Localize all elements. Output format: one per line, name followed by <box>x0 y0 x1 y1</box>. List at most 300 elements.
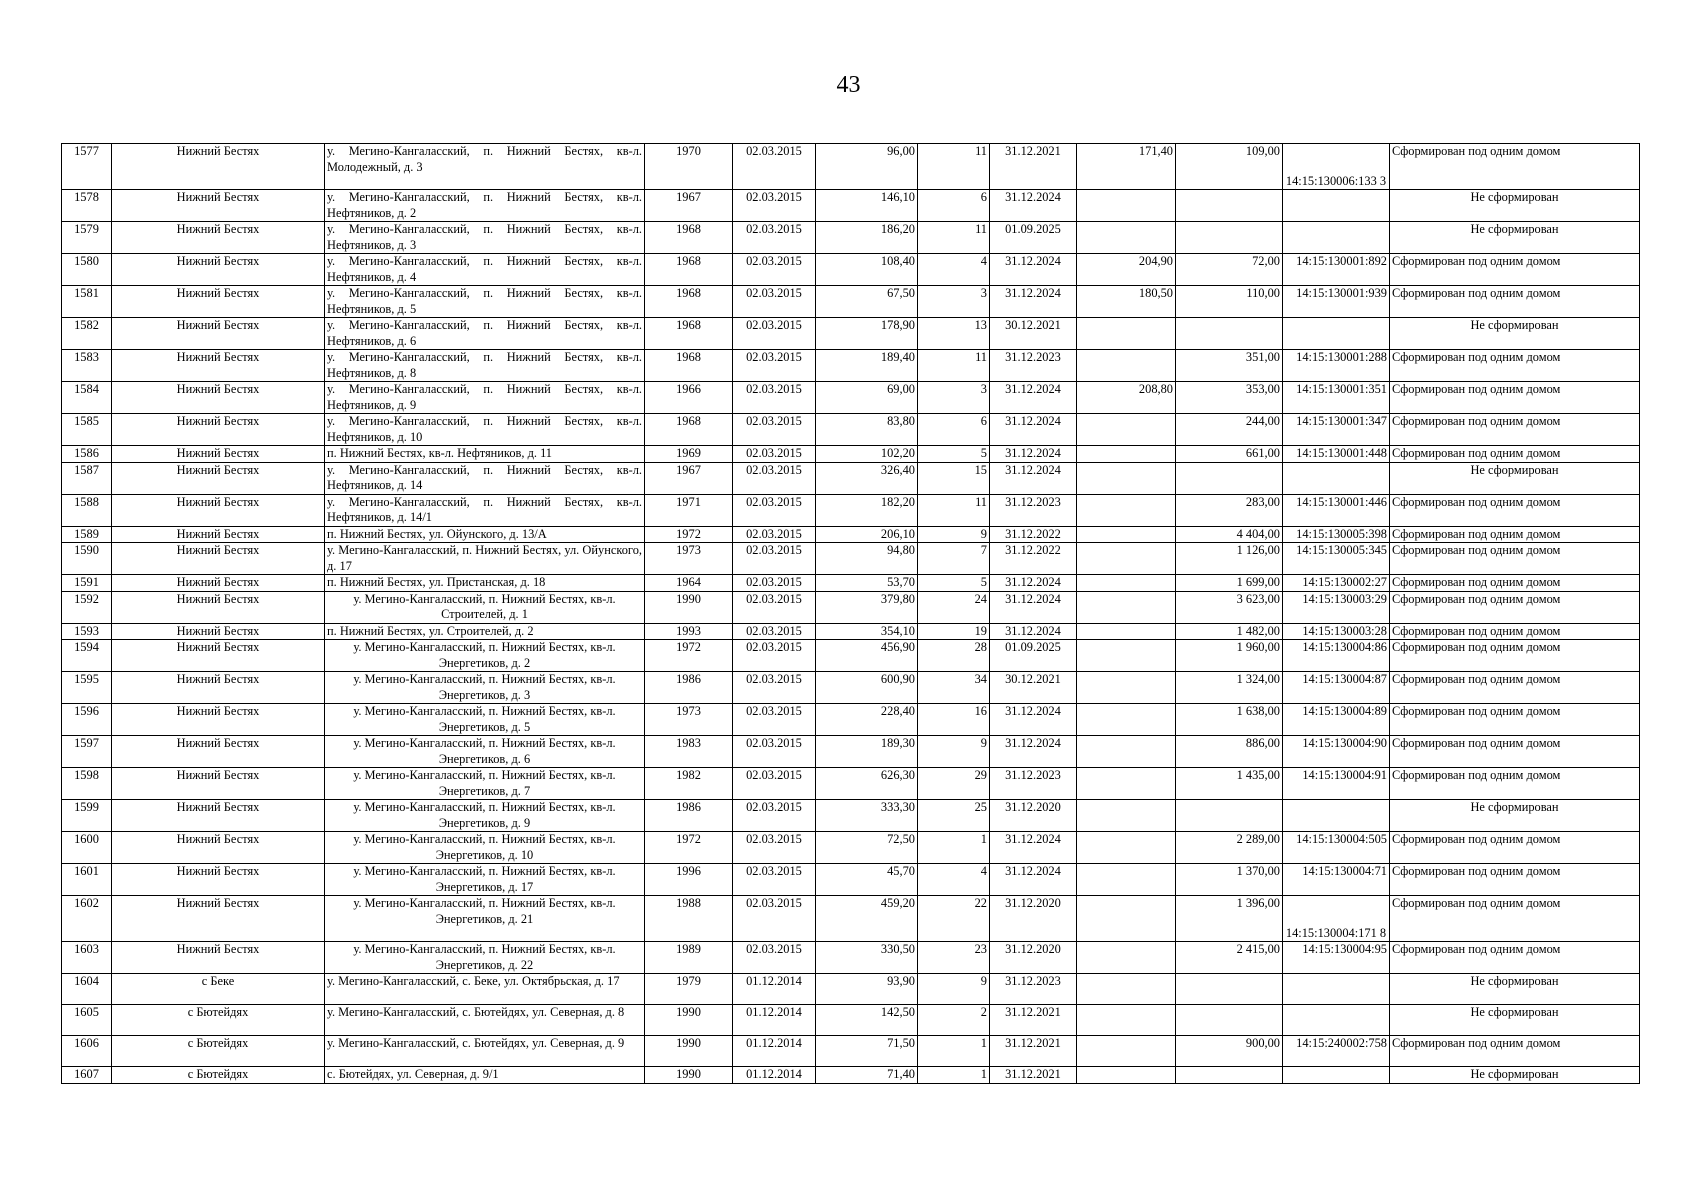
deadline-cell: 01.09.2025 <box>990 222 1077 254</box>
table-row <box>62 144 1640 190</box>
value-1-cell <box>1077 543 1176 575</box>
value-2-cell: 1 960,00 <box>1176 640 1283 672</box>
deadline-cell: 31.12.2024 <box>990 462 1077 494</box>
address-cell: у. Мегино-Кангаласский, п. Нижний Бестях, кв-л. Нефтяников, д. 4 <box>325 254 645 286</box>
cadastral-number-cell <box>1283 318 1390 350</box>
locality-cell: Нижний Бестях <box>112 640 325 672</box>
value-2-cell: 351,00 <box>1176 350 1283 382</box>
value-1-cell <box>1077 575 1176 592</box>
value-1-cell <box>1077 318 1176 350</box>
area-cell: 93,90 <box>816 974 918 1005</box>
row-number-cell: 1601 <box>62 864 112 896</box>
inclusion-date-cell: 01.12.2014 <box>733 1036 816 1067</box>
cadastral-number-cell: 14:15:240002:758 <box>1283 1036 1390 1067</box>
row-number-cell: 1587 <box>62 462 112 494</box>
row-number-cell: 1600 <box>62 832 112 864</box>
address-cell: п. Нижний Бестях, ул. Пристанская, д. 18 <box>325 575 645 592</box>
value-2-cell: 2 415,00 <box>1176 942 1283 974</box>
inclusion-date-cell: 02.03.2015 <box>733 526 816 543</box>
address-cell: п. Нижний Бестях, кв-л. Нефтяников, д. 11 <box>325 446 645 463</box>
area-cell: 182,20 <box>816 494 918 526</box>
area-cell: 96,00 <box>816 144 918 190</box>
locality-cell: Нижний Бестях <box>112 526 325 543</box>
year-built-cell: 1986 <box>645 672 733 704</box>
address-cell: с. Бютейдях, ул. Северная, д. 9/1 <box>325 1067 645 1084</box>
land-plot-status-cell: Сформирован под одним домом <box>1390 286 1640 318</box>
year-built-cell: 1970 <box>645 144 733 190</box>
inclusion-date-cell: 02.03.2015 <box>733 286 816 318</box>
year-built-cell: 1966 <box>645 382 733 414</box>
area-cell: 379,80 <box>816 591 918 623</box>
address-cell: у. Мегино-Кангаласский, п. Нижний Бестях, кв-л. Энергетиков, д. 2 <box>325 640 645 672</box>
cadastral-number-cell: 14:15:130004:86 <box>1283 640 1390 672</box>
value-2-cell: 283,00 <box>1176 494 1283 526</box>
address-cell: у. Мегино-Кангаласский, п. Нижний Бестях, ул. Ойунского, д. 17 <box>325 543 645 575</box>
row-number-cell: 1577 <box>62 144 112 190</box>
locality-cell: Нижний Бестях <box>112 222 325 254</box>
value-2-cell <box>1176 800 1283 832</box>
inclusion-date-cell: 02.03.2015 <box>733 494 816 526</box>
value-1-cell <box>1077 736 1176 768</box>
locality-cell: Нижний Бестях <box>112 254 325 286</box>
address-cell: у. Мегино-Кангаласский, п. Нижний Бестях, кв-л. Нефтяников, д. 3 <box>325 222 645 254</box>
locality-cell: с Бютейдях <box>112 1067 325 1084</box>
area-cell: 600,90 <box>816 672 918 704</box>
value-1-cell <box>1077 704 1176 736</box>
deadline-cell: 31.12.2024 <box>990 446 1077 463</box>
year-built-cell: 1968 <box>645 222 733 254</box>
deadline-cell: 31.12.2022 <box>990 543 1077 575</box>
count-cell: 16 <box>918 704 990 736</box>
count-cell: 5 <box>918 575 990 592</box>
value-2-cell: 110,00 <box>1176 286 1283 318</box>
deadline-cell: 31.12.2024 <box>990 382 1077 414</box>
area-cell: 69,00 <box>816 382 918 414</box>
address-cell: у. Мегино-Кангаласский, п. Нижний Бестях, кв-л. Энергетиков, д. 21 <box>325 896 645 942</box>
address-cell: у. Мегино-Кангаласский, п. Нижний Бестях, кв-л. Молодежный, д. 3 <box>325 144 645 190</box>
table-row <box>62 543 1640 575</box>
area-cell: 456,90 <box>816 640 918 672</box>
deadline-cell: 31.12.2024 <box>990 414 1077 446</box>
land-plot-status-cell: Сформирован под одним домом <box>1390 591 1640 623</box>
inclusion-date-cell: 02.03.2015 <box>733 640 816 672</box>
value-2-cell <box>1176 1067 1283 1084</box>
row-number-cell: 1585 <box>62 414 112 446</box>
inclusion-date-cell: 02.03.2015 <box>733 591 816 623</box>
row-number-cell: 1588 <box>62 494 112 526</box>
deadline-cell: 31.12.2020 <box>990 800 1077 832</box>
value-2-cell: 886,00 <box>1176 736 1283 768</box>
deadline-cell: 30.12.2021 <box>990 318 1077 350</box>
locality-cell: Нижний Бестях <box>112 494 325 526</box>
count-cell: 1 <box>918 832 990 864</box>
area-cell: 94,80 <box>816 543 918 575</box>
deadline-cell: 31.12.2023 <box>990 974 1077 1005</box>
count-cell: 19 <box>918 623 990 640</box>
land-plot-status-cell: Сформирован под одним домом <box>1390 382 1640 414</box>
inclusion-date-cell: 02.03.2015 <box>733 575 816 592</box>
deadline-cell: 31.12.2021 <box>990 1036 1077 1067</box>
locality-cell: Нижний Бестях <box>112 575 325 592</box>
cadastral-number-cell: 14:15:130001:448 <box>1283 446 1390 463</box>
area-cell: 67,50 <box>816 286 918 318</box>
row-number-cell: 1583 <box>62 350 112 382</box>
locality-cell: Нижний Бестях <box>112 350 325 382</box>
value-1-cell <box>1077 1036 1176 1067</box>
cadastral-number-cell <box>1283 1067 1390 1084</box>
land-plot-status-cell: Не сформирован <box>1390 318 1640 350</box>
land-plot-status-cell: Сформирован под одним домом <box>1390 414 1640 446</box>
locality-cell: Нижний Бестях <box>112 144 325 190</box>
deadline-cell: 31.12.2024 <box>990 704 1077 736</box>
area-cell: 333,30 <box>816 800 918 832</box>
deadline-cell: 31.12.2021 <box>990 1067 1077 1084</box>
count-cell: 24 <box>918 591 990 623</box>
count-cell: 25 <box>918 800 990 832</box>
page-number: 43 <box>836 72 861 98</box>
value-2-cell: 244,00 <box>1176 414 1283 446</box>
row-number-cell: 1589 <box>62 526 112 543</box>
land-plot-status-cell: Не сформирован <box>1390 1067 1640 1084</box>
year-built-cell: 1968 <box>645 286 733 318</box>
count-cell: 7 <box>918 543 990 575</box>
count-cell: 1 <box>918 1036 990 1067</box>
value-2-cell: 1 482,00 <box>1176 623 1283 640</box>
year-built-cell: 1990 <box>645 1036 733 1067</box>
locality-cell: Нижний Бестях <box>112 462 325 494</box>
count-cell: 9 <box>918 974 990 1005</box>
cadastral-number-cell: 14:15:130001:939 <box>1283 286 1390 318</box>
area-cell: 71,50 <box>816 1036 918 1067</box>
year-built-cell: 1969 <box>645 446 733 463</box>
locality-cell: Нижний Бестях <box>112 896 325 942</box>
year-built-cell: 1968 <box>645 254 733 286</box>
inclusion-date-cell: 02.03.2015 <box>733 414 816 446</box>
inclusion-date-cell: 02.03.2015 <box>733 623 816 640</box>
year-built-cell: 1964 <box>645 575 733 592</box>
row-number-cell: 1603 <box>62 942 112 974</box>
row-number-cell: 1592 <box>62 591 112 623</box>
locality-cell: Нижний Бестях <box>112 446 325 463</box>
value-1-cell <box>1077 800 1176 832</box>
year-built-cell: 1973 <box>645 543 733 575</box>
inclusion-date-cell: 02.03.2015 <box>733 190 816 222</box>
locality-cell: Нижний Бестях <box>112 864 325 896</box>
count-cell: 15 <box>918 462 990 494</box>
deadline-cell: 31.12.2024 <box>990 832 1077 864</box>
deadline-cell: 31.12.2024 <box>990 254 1077 286</box>
count-cell: 6 <box>918 414 990 446</box>
deadline-cell: 31.12.2024 <box>990 736 1077 768</box>
inclusion-date-cell: 02.03.2015 <box>733 222 816 254</box>
area-cell: 83,80 <box>816 414 918 446</box>
table-row <box>62 1036 1640 1067</box>
value-2-cell: 1 638,00 <box>1176 704 1283 736</box>
locality-cell: Нижний Бестях <box>112 286 325 318</box>
area-cell: 146,10 <box>816 190 918 222</box>
inclusion-date-cell: 02.03.2015 <box>733 318 816 350</box>
count-cell: 13 <box>918 318 990 350</box>
cadastral-number-cell: 14:15:130004:505 <box>1283 832 1390 864</box>
year-built-cell: 1979 <box>645 974 733 1005</box>
address-cell: у. Мегино-Кангаласский, п. Нижний Бестях, кв-л. Нефтяников, д. 8 <box>325 350 645 382</box>
cadastral-number-cell: 14:15:130003:28 <box>1283 623 1390 640</box>
area-cell: 178,90 <box>816 318 918 350</box>
locality-cell: Нижний Бестях <box>112 623 325 640</box>
land-plot-status-cell: Сформирован под одним домом <box>1390 623 1640 640</box>
locality-cell: Нижний Бестях <box>112 318 325 350</box>
row-number-cell: 1605 <box>62 1005 112 1036</box>
locality-cell: с Бютейдях <box>112 1005 325 1036</box>
deadline-cell: 31.12.2021 <box>990 1005 1077 1036</box>
area-cell: 108,40 <box>816 254 918 286</box>
year-built-cell: 1967 <box>645 462 733 494</box>
inclusion-date-cell: 02.03.2015 <box>733 864 816 896</box>
count-cell: 3 <box>918 286 990 318</box>
value-1-cell <box>1077 1067 1176 1084</box>
value-2-cell: 900,00 <box>1176 1036 1283 1067</box>
address-cell: у. Мегино-Кангаласский, п. Нижний Бестях, кв-л. Энергетиков, д. 7 <box>325 768 645 800</box>
deadline-cell: 31.12.2020 <box>990 896 1077 942</box>
address-cell: у. Мегино-Кангаласский, с. Беке, ул. Октябрьская, д. 17 <box>325 974 645 1005</box>
value-2-cell: 1 396,00 <box>1176 896 1283 942</box>
inclusion-date-cell: 02.03.2015 <box>733 543 816 575</box>
cadastral-number-cell: 14:15:130001:351 <box>1283 382 1390 414</box>
count-cell: 1 <box>918 1067 990 1084</box>
address-cell: у. Мегино-Кангаласский, п. Нижний Бестях, кв-л. Энергетиков, д. 22 <box>325 942 645 974</box>
table-row <box>62 286 1640 318</box>
value-2-cell: 3 623,00 <box>1176 591 1283 623</box>
deadline-cell: 31.12.2023 <box>990 350 1077 382</box>
value-2-cell: 1 435,00 <box>1176 768 1283 800</box>
table-row <box>62 1067 1640 1084</box>
value-1-cell: 204,90 <box>1077 254 1176 286</box>
table-row <box>62 382 1640 414</box>
land-plot-status-cell: Не сформирован <box>1390 800 1640 832</box>
land-plot-status-cell: Сформирован под одним домом <box>1390 575 1640 592</box>
value-1-cell <box>1077 414 1176 446</box>
value-1-cell <box>1077 222 1176 254</box>
year-built-cell: 1990 <box>645 1005 733 1036</box>
address-cell: у. Мегино-Кангаласский, с. Бютейдях, ул. Северная, д. 9 <box>325 1036 645 1067</box>
count-cell: 23 <box>918 942 990 974</box>
value-2-cell <box>1176 222 1283 254</box>
count-cell: 34 <box>918 672 990 704</box>
address-cell: у. Мегино-Кангаласский, п. Нижний Бестях, кв-л. Строителей, д. 1 <box>325 591 645 623</box>
address-cell: у. Мегино-Кангаласский, с. Бютейдях, ул. Северная, д. 8 <box>325 1005 645 1036</box>
year-built-cell: 1988 <box>645 896 733 942</box>
value-1-cell <box>1077 462 1176 494</box>
year-built-cell: 1968 <box>645 414 733 446</box>
locality-cell: Нижний Бестях <box>112 382 325 414</box>
inclusion-date-cell: 02.03.2015 <box>733 446 816 463</box>
value-1-cell <box>1077 832 1176 864</box>
land-plot-status-cell: Сформирован под одним домом <box>1390 864 1640 896</box>
count-cell: 11 <box>918 494 990 526</box>
area-cell: 71,40 <box>816 1067 918 1084</box>
count-cell: 11 <box>918 144 990 190</box>
table-row <box>62 974 1640 1005</box>
land-plot-status-cell: Сформирован под одним домом <box>1390 350 1640 382</box>
value-2-cell: 72,00 <box>1176 254 1283 286</box>
address-cell: у. Мегино-Кангаласский, п. Нижний Бестях, кв-л. Нефтяников, д. 14/1 <box>325 494 645 526</box>
land-plot-status-cell: Сформирован под одним домом <box>1390 768 1640 800</box>
table-row <box>62 736 1640 768</box>
locality-cell: Нижний Бестях <box>112 942 325 974</box>
row-number-cell: 1596 <box>62 704 112 736</box>
value-1-cell <box>1077 446 1176 463</box>
land-plot-status-cell: Не сформирован <box>1390 190 1640 222</box>
value-1-cell <box>1077 640 1176 672</box>
address-cell: п. Нижний Бестях, ул. Строителей, д. 2 <box>325 623 645 640</box>
value-2-cell <box>1176 974 1283 1005</box>
table-row <box>62 254 1640 286</box>
address-cell: у. Мегино-Кангаласский, п. Нижний Бестях, кв-л. Нефтяников, д. 9 <box>325 382 645 414</box>
value-1-cell <box>1077 350 1176 382</box>
address-cell: у. Мегино-Кангаласский, п. Нижний Бестях, кв-л. Нефтяников, д. 6 <box>325 318 645 350</box>
area-cell: 206,10 <box>816 526 918 543</box>
cadastral-number-cell: 14:15:130005:398 <box>1283 526 1390 543</box>
inclusion-date-cell: 02.03.2015 <box>733 254 816 286</box>
cadastral-number-cell: 14:15:130006:133 3 <box>1283 144 1390 190</box>
cadastral-number-cell <box>1283 462 1390 494</box>
year-built-cell: 1989 <box>645 942 733 974</box>
table-row <box>62 800 1640 832</box>
table-row <box>62 462 1640 494</box>
value-1-cell <box>1077 526 1176 543</box>
row-number-cell: 1582 <box>62 318 112 350</box>
count-cell: 6 <box>918 190 990 222</box>
address-cell: п. Нижний Бестях, ул. Ойунского, д. 13/А <box>325 526 645 543</box>
count-cell: 3 <box>918 382 990 414</box>
table-row <box>62 190 1640 222</box>
value-1-cell: 208,80 <box>1077 382 1176 414</box>
table-row <box>62 768 1640 800</box>
area-cell: 53,70 <box>816 575 918 592</box>
count-cell: 9 <box>918 736 990 768</box>
area-cell: 330,50 <box>816 942 918 974</box>
row-number-cell: 1606 <box>62 1036 112 1067</box>
deadline-cell: 31.12.2024 <box>990 190 1077 222</box>
table-body <box>62 144 1640 1084</box>
row-number-cell: 1604 <box>62 974 112 1005</box>
table-row <box>62 623 1640 640</box>
year-built-cell: 1972 <box>645 832 733 864</box>
inclusion-date-cell: 02.03.2015 <box>733 832 816 864</box>
value-1-cell <box>1077 1005 1176 1036</box>
cadastral-number-cell: 14:15:130003:29 <box>1283 591 1390 623</box>
deadline-cell: 31.12.2023 <box>990 768 1077 800</box>
count-cell: 29 <box>918 768 990 800</box>
value-1-cell <box>1077 942 1176 974</box>
count-cell: 4 <box>918 864 990 896</box>
row-number-cell: 1599 <box>62 800 112 832</box>
table-row <box>62 864 1640 896</box>
value-1-cell <box>1077 494 1176 526</box>
area-cell: 189,40 <box>816 350 918 382</box>
area-cell: 72,50 <box>816 832 918 864</box>
year-built-cell: 1973 <box>645 704 733 736</box>
table-row <box>62 318 1640 350</box>
locality-cell: с Беке <box>112 974 325 1005</box>
row-number-cell: 1590 <box>62 543 112 575</box>
address-cell: у. Мегино-Кангаласский, п. Нижний Бестях, кв-л. Нефтяников, д. 14 <box>325 462 645 494</box>
deadline-cell: 30.12.2021 <box>990 672 1077 704</box>
land-plot-status-cell: Сформирован под одним домом <box>1390 254 1640 286</box>
value-2-cell: 4 404,00 <box>1176 526 1283 543</box>
year-built-cell: 1968 <box>645 350 733 382</box>
locality-cell: Нижний Бестях <box>112 414 325 446</box>
land-plot-status-cell: Сформирован под одним домом <box>1390 942 1640 974</box>
land-plot-status-cell: Сформирован под одним домом <box>1390 672 1640 704</box>
row-number-cell: 1578 <box>62 190 112 222</box>
land-plot-status-cell: Сформирован под одним домом <box>1390 144 1640 190</box>
locality-cell: Нижний Бестях <box>112 736 325 768</box>
value-2-cell: 353,00 <box>1176 382 1283 414</box>
row-number-cell: 1607 <box>62 1067 112 1084</box>
inclusion-date-cell: 02.03.2015 <box>733 704 816 736</box>
year-built-cell: 1982 <box>645 768 733 800</box>
locality-cell: Нижний Бестях <box>112 800 325 832</box>
year-built-cell: 1971 <box>645 494 733 526</box>
land-plot-status-cell: Сформирован под одним домом <box>1390 543 1640 575</box>
cadastral-number-cell <box>1283 1005 1390 1036</box>
value-2-cell: 1 370,00 <box>1176 864 1283 896</box>
inclusion-date-cell: 02.03.2015 <box>733 768 816 800</box>
area-cell: 186,20 <box>816 222 918 254</box>
row-number-cell: 1597 <box>62 736 112 768</box>
area-cell: 45,70 <box>816 864 918 896</box>
cadastral-number-cell: 14:15:130001:446 <box>1283 494 1390 526</box>
year-built-cell: 1968 <box>645 318 733 350</box>
address-cell: у. Мегино-Кангаласский, п. Нижний Бестях, кв-л. Нефтяников, д. 5 <box>325 286 645 318</box>
inclusion-date-cell: 02.03.2015 <box>733 462 816 494</box>
value-2-cell: 2 289,00 <box>1176 832 1283 864</box>
area-cell: 326,40 <box>816 462 918 494</box>
deadline-cell: 31.12.2024 <box>990 591 1077 623</box>
year-built-cell: 1986 <box>645 800 733 832</box>
value-2-cell <box>1176 462 1283 494</box>
land-plot-status-cell: Сформирован под одним домом <box>1390 736 1640 768</box>
value-1-cell <box>1077 672 1176 704</box>
inclusion-date-cell: 02.03.2015 <box>733 896 816 942</box>
year-built-cell: 1983 <box>645 736 733 768</box>
value-1-cell <box>1077 896 1176 942</box>
area-cell: 354,10 <box>816 623 918 640</box>
land-plot-status-cell: Не сформирован <box>1390 974 1640 1005</box>
year-built-cell: 1993 <box>645 623 733 640</box>
land-plot-status-cell: Не сформирован <box>1390 462 1640 494</box>
value-1-cell <box>1077 864 1176 896</box>
year-built-cell: 1996 <box>645 864 733 896</box>
inclusion-date-cell: 01.12.2014 <box>733 1067 816 1084</box>
row-number-cell: 1591 <box>62 575 112 592</box>
address-cell: у. Мегино-Кангаласский, п. Нижний Бестях, кв-л. Нефтяников, д. 2 <box>325 190 645 222</box>
deadline-cell: 31.12.2024 <box>990 286 1077 318</box>
row-number-cell: 1579 <box>62 222 112 254</box>
address-cell: у. Мегино-Кангаласский, п. Нижний Бестях, кв-л. Нефтяников, д. 10 <box>325 414 645 446</box>
count-cell: 22 <box>918 896 990 942</box>
cadastral-number-cell <box>1283 974 1390 1005</box>
cadastral-number-cell: 14:15:130004:89 <box>1283 704 1390 736</box>
value-2-cell <box>1176 318 1283 350</box>
land-plot-status-cell: Сформирован под одним домом <box>1390 494 1640 526</box>
land-plot-status-cell: Сформирован под одним домом <box>1390 446 1640 463</box>
cadastral-number-cell: 14:15:130004:87 <box>1283 672 1390 704</box>
value-2-cell: 1 126,00 <box>1176 543 1283 575</box>
table-row <box>62 640 1640 672</box>
cadastral-number-cell <box>1283 800 1390 832</box>
